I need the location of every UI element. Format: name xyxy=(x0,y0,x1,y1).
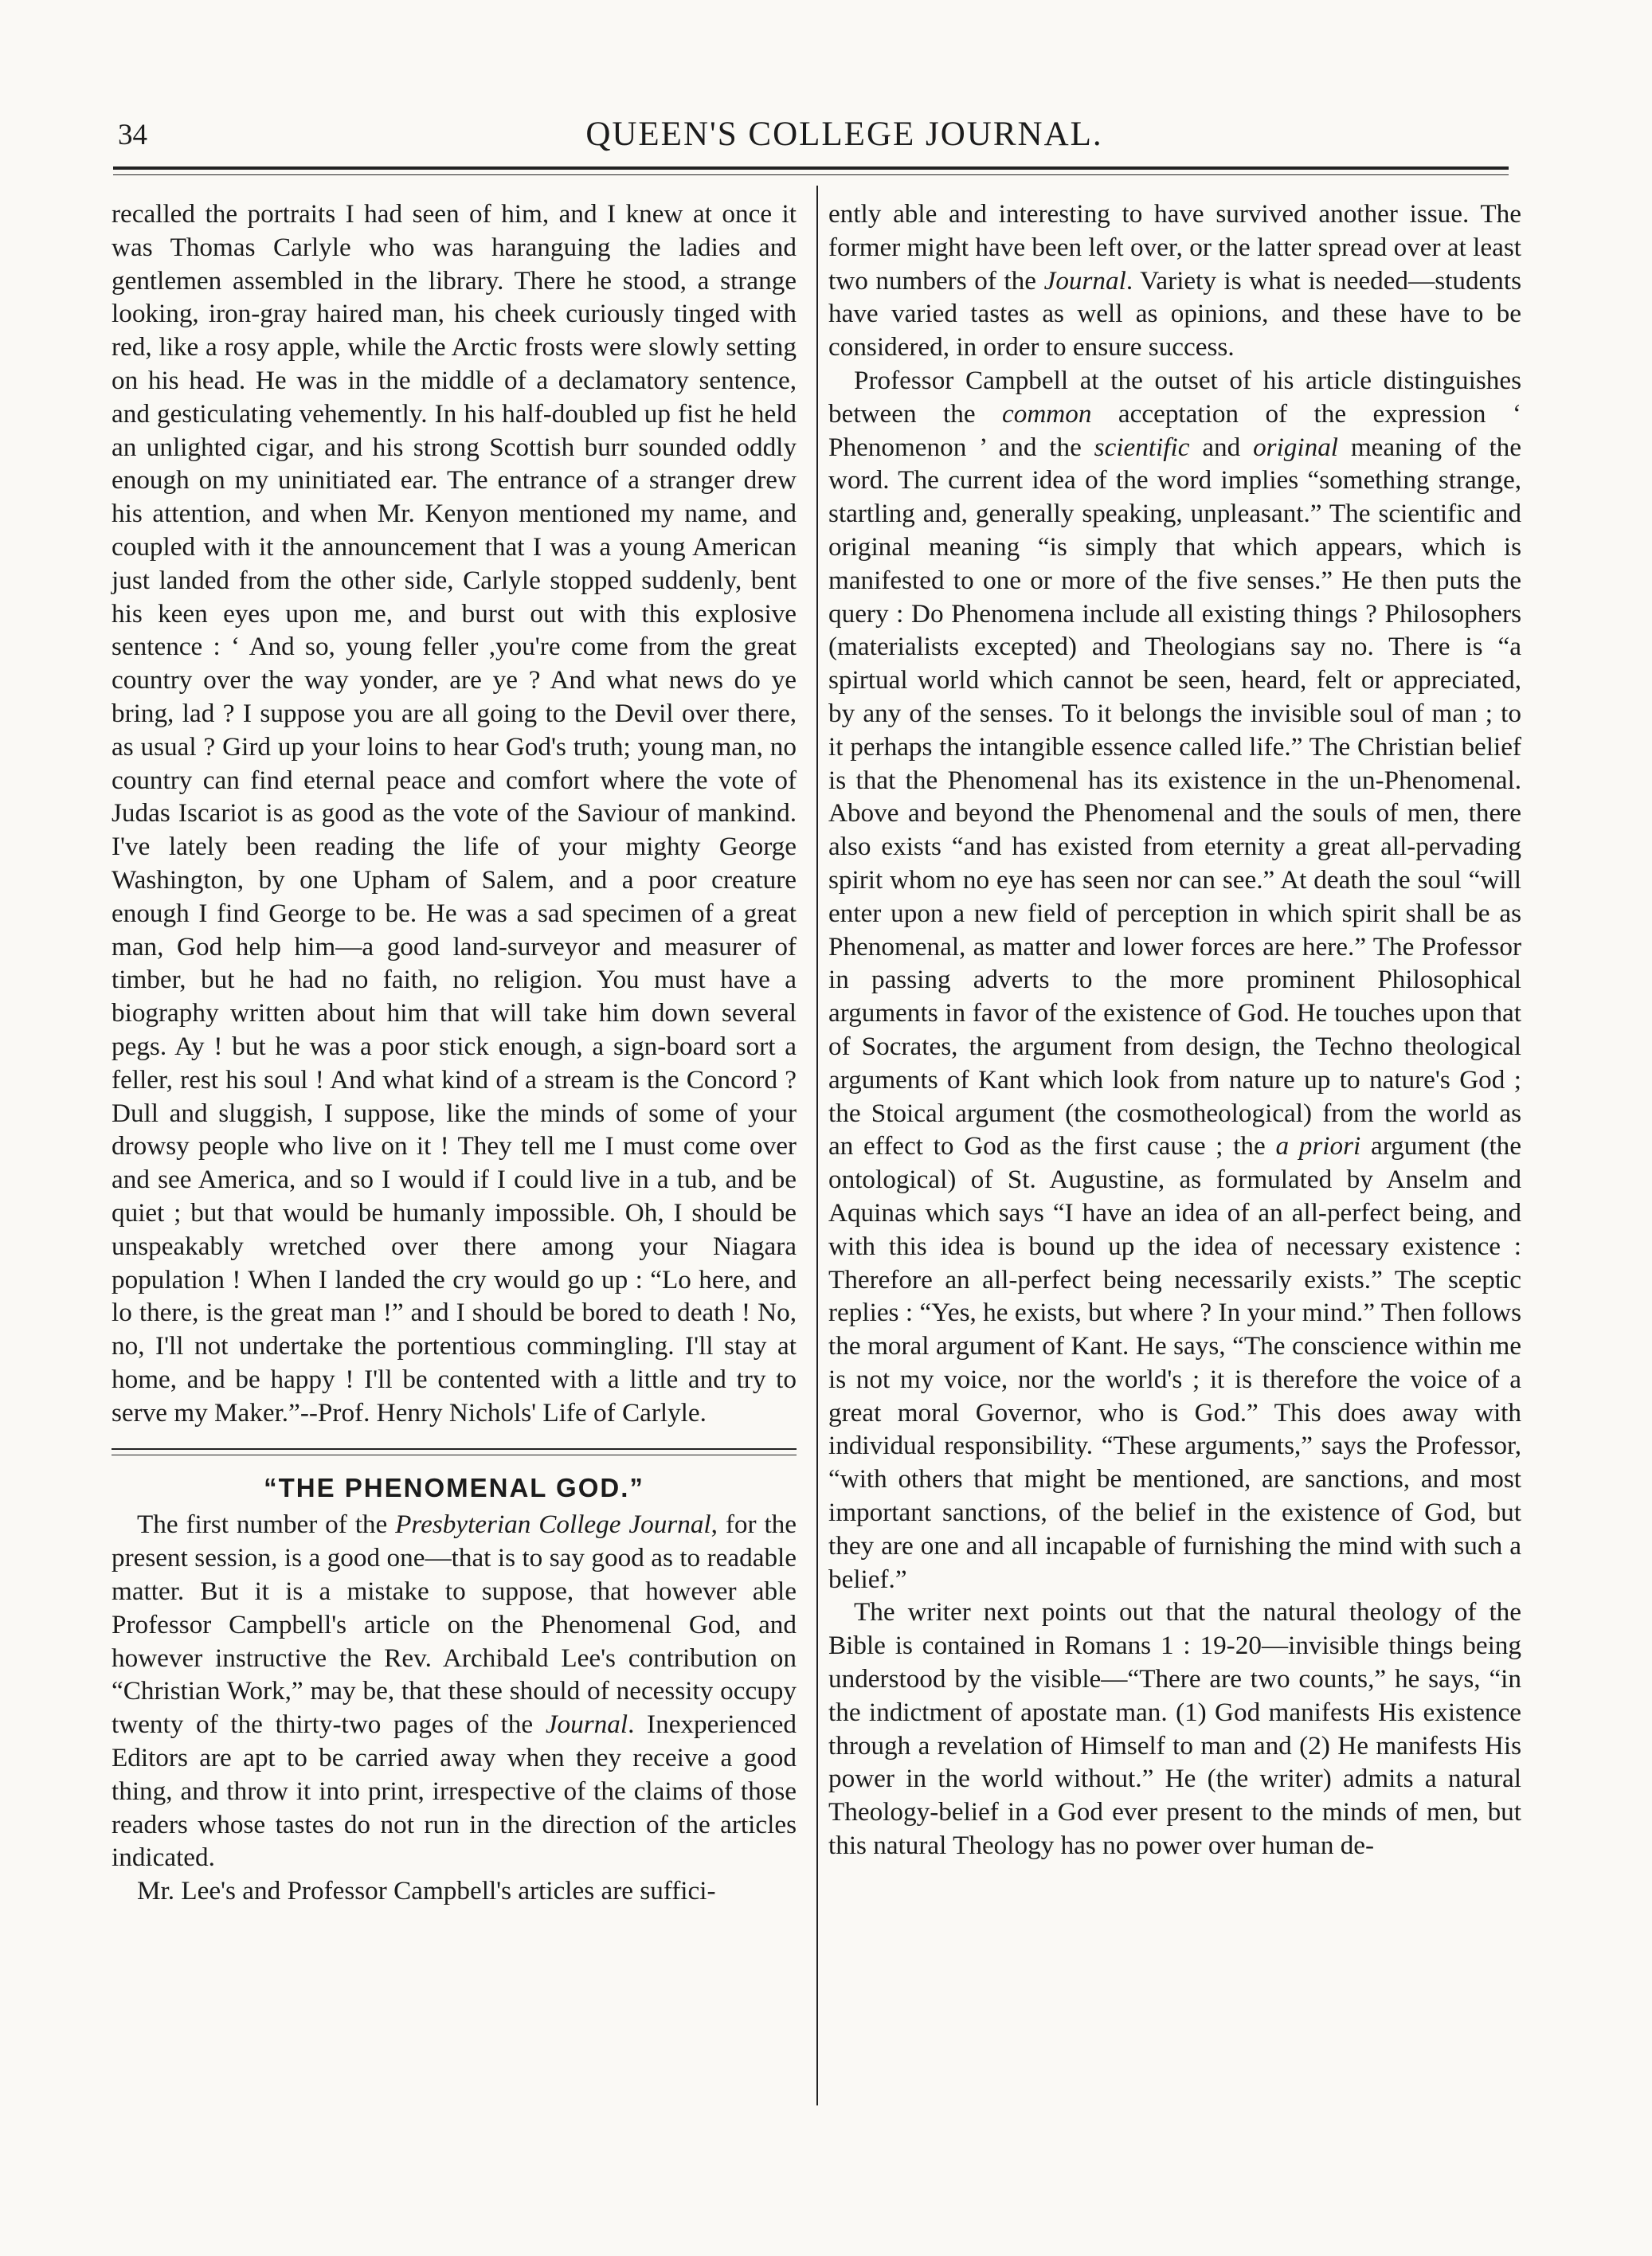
review-paragraph-1-journal-word: Journal xyxy=(545,1710,628,1740)
review-paragraph-1-journal-title: Presbyterian College Journal xyxy=(395,1510,711,1540)
campbell-paragraph-text-a: Professor Campbell at the outset of his article distinguishes between the xyxy=(828,365,1521,429)
running-head: QUEEN'S COLLEGE JOURNAL. xyxy=(585,116,1103,153)
review-paragraph-1-text-c: , for the present session, is a good one—that is to say good as to readable matter. But it is a mistake to suppose, that however able Professor Campbell's article on the Phenomenal God, and however instructive the Rev. Archibald Lee's contribution on “Christian Work,” may be, that these should of necessity occupy twenty of the thirty-two pages of the xyxy=(112,1510,797,1740)
continued-paragraph-text-c: . Variety is what is needed—students have varied tastes as well as opinions, and these have to be considered, in order to ensure success. xyxy=(828,265,1521,362)
campbell-paragraph-text-g: meaning of the word. The current idea of the word implies “something strange, startling and, generally speaking, unpleasant.” The scientific and original meaning “is simply that which appears, which is manifested to one or more of the five senses.” He then puts the query : Do Phenomena include all existing things ? Philosophers (materialists excepted) and Theologians say no. There is “a spirtual world which cannot be seen, heard, felt or appreciated, by any of the senses. To it belongs the invisible soul of man ; to it perhaps the intangible essence called life.” The Christian belief is that the Phenomenal has its existence in the un-Phenomenal. Above and beyond the Phenomenal and the souls of men, there also exists “and has existed from eternity a great all-pervading spirit whom no eye has seen nor can see.” At death the soul “will enter upon a new field of perception in which spirit shall be as Phenomenal, as matter and lower forces are here.” The Professor in passing adverts to the more prominent Philosophical arguments in favor of the existence of God. He touches upon that of Socrates, the argument from design, the Techno theological arguments of Kant which look from nature up to nature's God ; the Stoical argument (the cosmotheological) from the world as an effect to God as the first cause ; the xyxy=(828,432,1521,1161)
review-paragraph-2: Mr. Lee's and Professor Campbell's articles are suffici- xyxy=(137,1876,716,1906)
campbell-paragraph-a-priori: a priori xyxy=(1275,1131,1361,1161)
continued-paragraph-text-a: ently able and interesting to have survived another issue. The former might have been left over, or the latter spread over at least two numbers of the xyxy=(828,199,1521,296)
review-paragraph-1 xyxy=(112,1508,797,1874)
review-paragraph-1-text-e: . Inexperienced Editors are apt to be carried away when they receive a good thing, and throw it into print, irrespective of the claims of those readers whose tastes do not run in the direction of the articles indicated. xyxy=(112,1710,797,1873)
column-divider xyxy=(816,186,818,2105)
natural-theology-paragraph: The writer next points out that the natural theology of the Bible is contained in Romans 1 : 19-20—invisible things being understood by the visible—“There are two counts,” he says, “in the indictment of apostate man. (1) God manifests His existence through a revelation of Himself to man and (2) He manifests His power in the world without.” He (the writer) admits a natural Theology-belief in a God ever present to the minds of men, but this natural Theology has no power over human de- xyxy=(828,1597,1521,1861)
header-rule-thin xyxy=(113,174,1509,175)
right-column xyxy=(828,198,1521,1862)
review-paragraph-1-text-a: The first number of the xyxy=(137,1510,396,1540)
campbell-paragraph-text-c: acceptation of the expression ‘ Phenomenon ’ and the xyxy=(828,398,1521,462)
section-title: “THE PHENOMENAL GOD.” xyxy=(264,1473,644,1503)
campbell-paragraph xyxy=(828,364,1521,1596)
campbell-paragraph-common: common xyxy=(1002,398,1092,429)
page-number: 34 xyxy=(118,119,147,151)
continued-paragraph-journal-word: Journal xyxy=(1043,265,1126,296)
header-rule-thick xyxy=(113,166,1509,170)
section-separator-thick xyxy=(112,1448,797,1450)
left-column xyxy=(112,198,797,1908)
carlyle-excerpt-paragraph: recalled the portraits I had seen of him, and I knew at once it was Thomas Carlyle who was haranguing the ladies and gentlemen assembled in the library. There he stood, a strange looking, iron-gray haired man, his cheek curiously tinged with red, like a rosy apple, while the Arctic frosts were slowly setting on his head. He was in the middle of a declamatory sentence, and gesticulating vehemently. In his half-doubled up fist he held an unlighted cigar, and his strong Scottish burr sounded oddly enough on my uninitiated ear. The entrance of a stranger drew his attention, and when Mr. Kenyon mentioned my name, and coupled with it the announcement that I was a young American just landed from the other side, Carlyle stopped suddenly, bent his keen eyes upon me, and burst out with this explosive sentence : ‘ And so, young feller ,you're come from the great country over the way yonder, are ye ? And what news do ye bring, lad ? I suppose you are all going to the Devil over there, as usual ? Gird up your loins to hear God's truth; young man, no country can find eternal peace and comfort where the vote of Judas Iscariot is as good as the vote of the Saviour of mankind. I've lately been reading the life of your mighty George Washington, by one Upham of Salem, and a poor creature enough I find George to be. He was a sad specimen of a great man, God help him—a good land-surveyor and measurer of timber, but he had no faith, no religion. You must have a biography written about him that will take him down several pegs. Ay ! but he was a poor stick enough, a sign-board sort a feller, rest his soul ! And what kind of a stream is the Concord ? Dull and sluggish, I suppose, like the minds of some of your drowsy people who live on it ! They tell me I must come over and see America, and so I would if I could live in a tub, and be quiet ; but that would be humanly impossible. Oh, I should be unspeakably wretched over there among your Niagara population ! When I landed the cry would go up : “Lo here, and lo there, is the great man !” and I should be bored to death ! No, no, I'll not undertake the portentious commingling. I'll stay at home, and be happy ! I'll be contented with a little and try to serve my Maker.”--Prof. Henry Nichols' Life of Carlyle. xyxy=(112,199,797,1428)
continued-paragraph xyxy=(828,198,1521,364)
campbell-paragraph-text-i: argument (the ontological) of St. Augustine, as formulated by Anselm and Aquinas which says “I have an idea of an all-perfect being, and with this idea is bound up the idea of necessary existence : Therefore an all-perfect being necessarily exists.” The sceptic replies : “Yes, he exists, but where ? In your mind.” Then follows the moral argument of Kant. He says, “The conscience within me is not my voice, nor the world's ; it is therefore the voice of a great moral Governor, who is God.” This does away with individual responsibility. “These arguments,” says the Professor, “with others that might be mentioned, are sanctions, and most important sanctions, of the belief in the existence of God, but they are one and all incapable of furnishing the mind with such a belief.” xyxy=(828,1131,1522,1594)
campbell-paragraph-original: original xyxy=(1253,432,1339,462)
campbell-paragraph-scientific: scientific xyxy=(1094,432,1190,462)
campbell-paragraph-text-e: and xyxy=(1189,432,1254,462)
